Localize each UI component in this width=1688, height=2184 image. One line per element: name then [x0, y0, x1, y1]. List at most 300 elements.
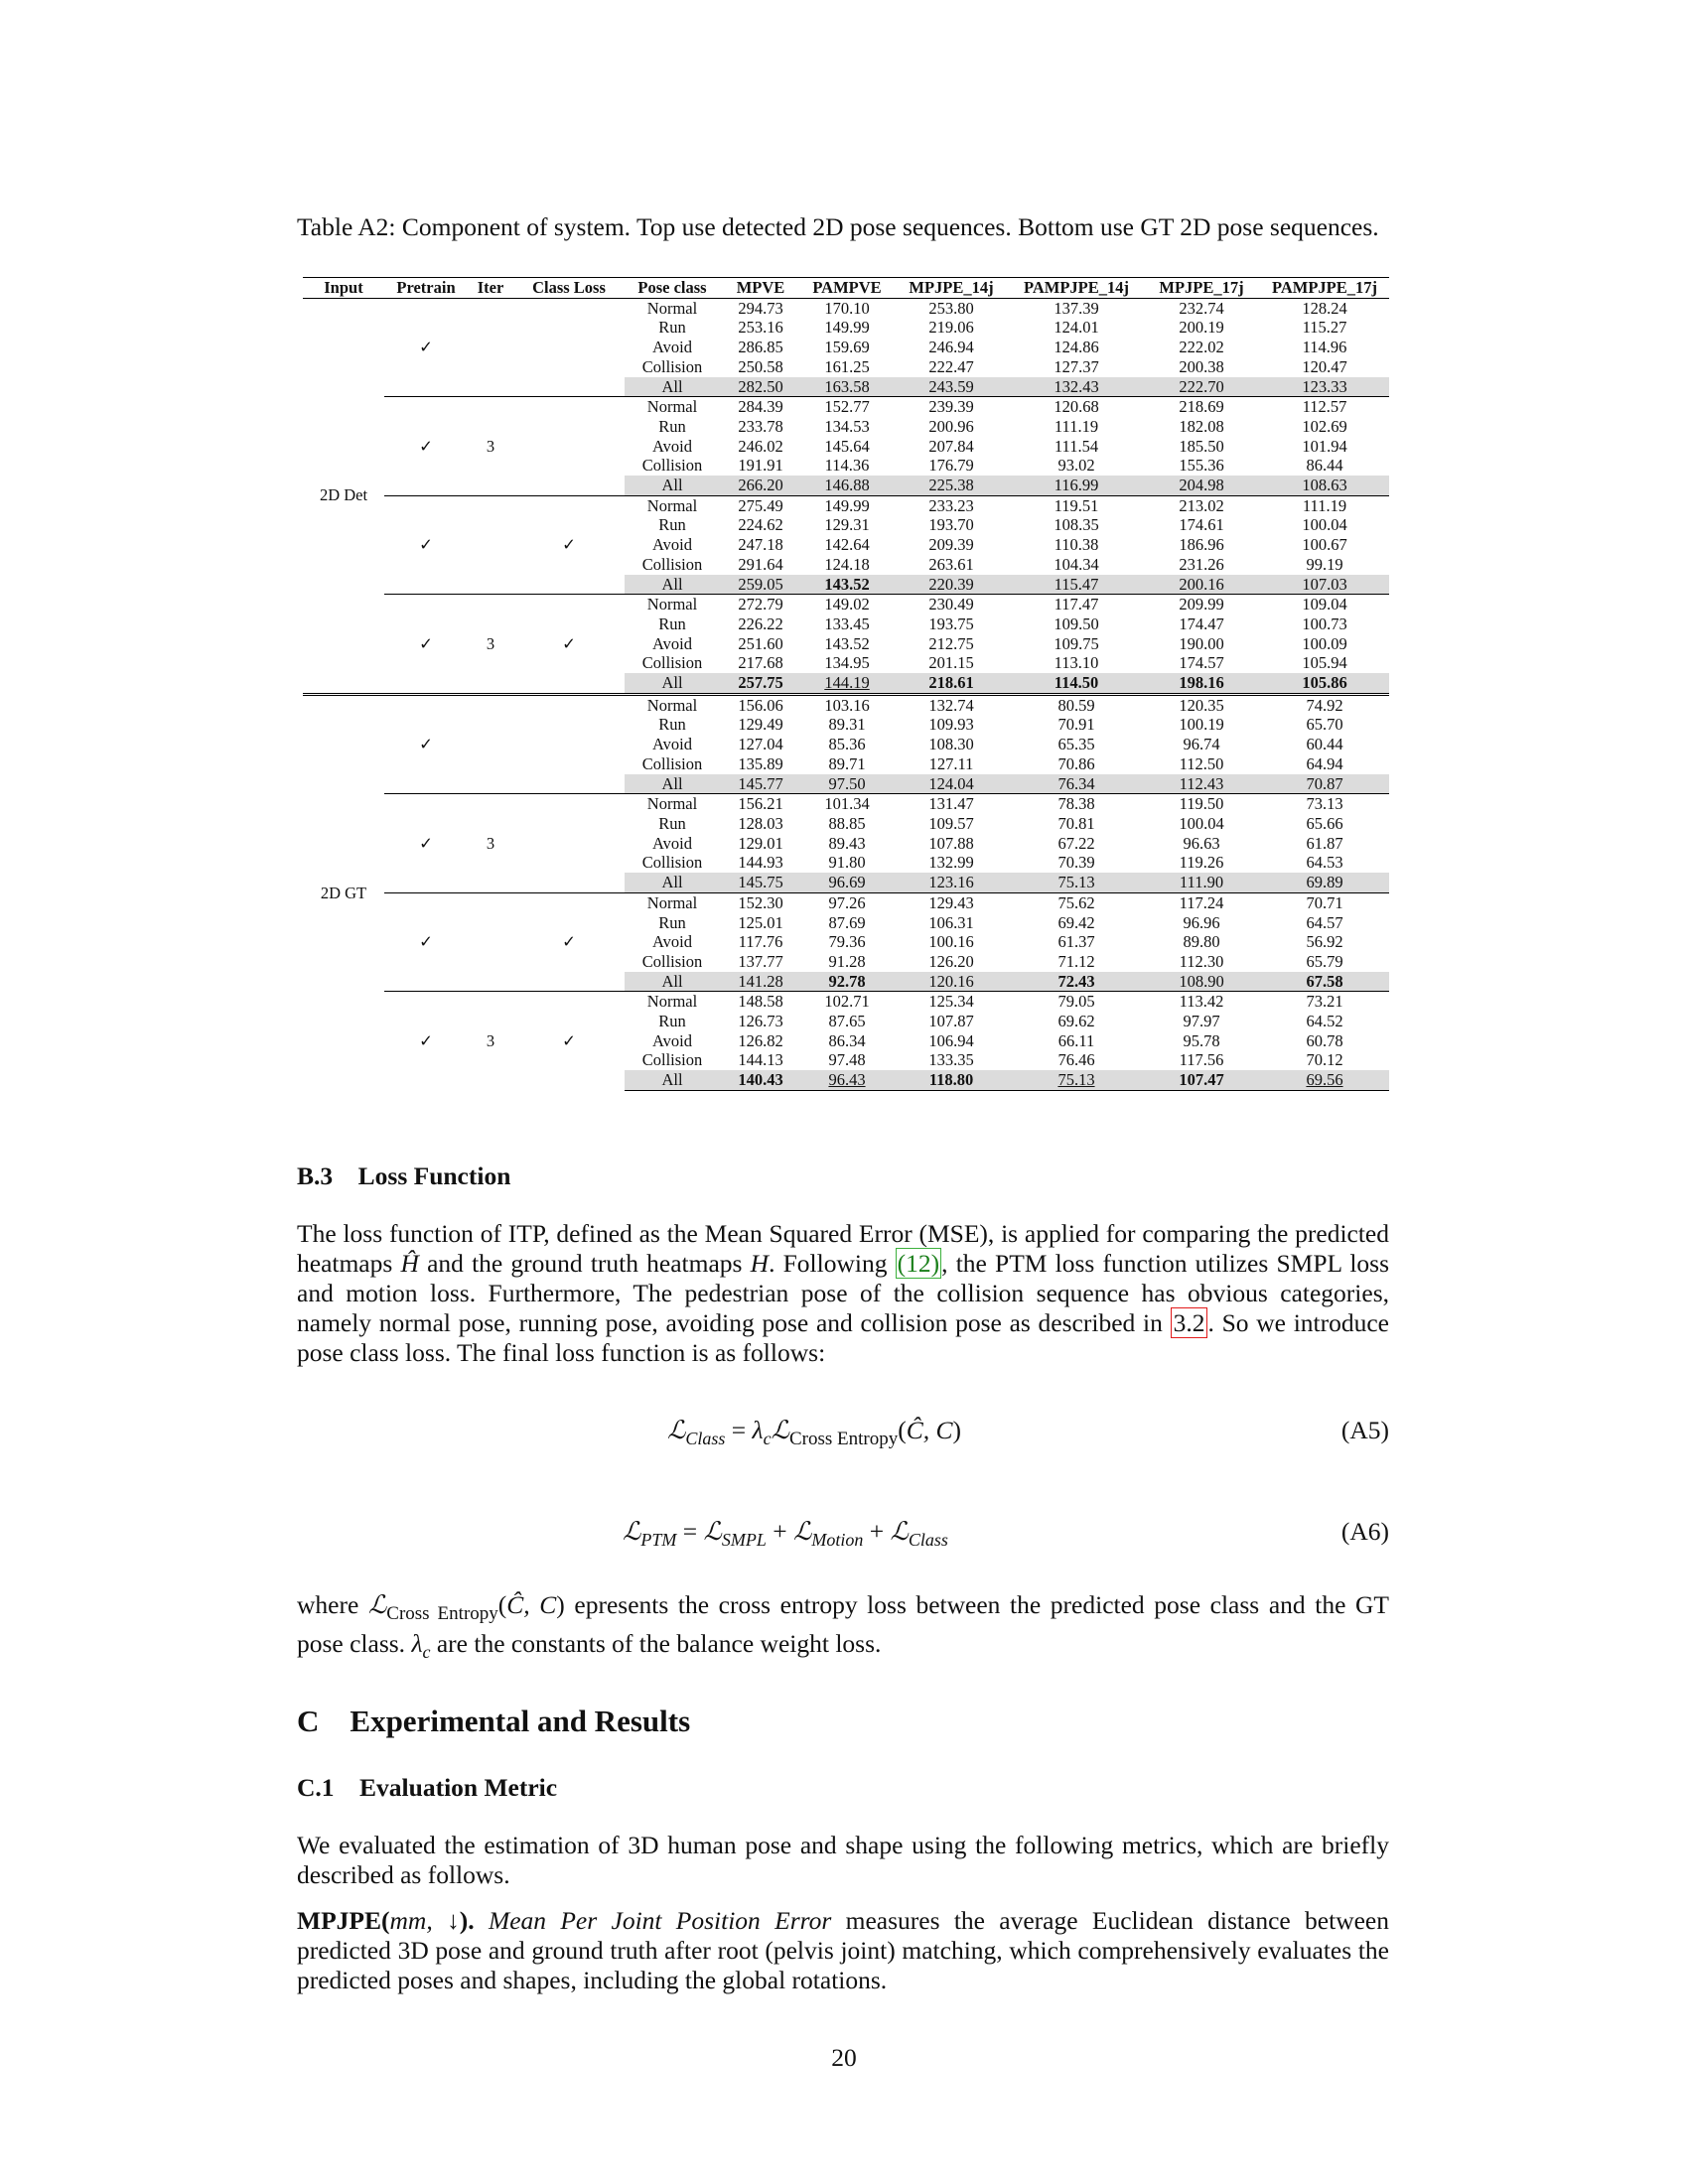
metric-cell: 75.13: [1010, 873, 1143, 892]
metric-cell: 109.93: [928, 715, 974, 735]
metric-cell: 78.38: [1010, 794, 1143, 814]
metric-cell: 218.69: [1143, 397, 1260, 417]
metric-cell: 69.42: [1057, 912, 1095, 932]
metric-cell: 152.77: [801, 397, 893, 417]
metric-cell: 155.36: [1179, 456, 1224, 476]
metric-cell: 140.43: [720, 1070, 801, 1090]
metric-cell: 73.13: [1260, 794, 1389, 814]
metric-cell: 133.45: [824, 614, 870, 633]
metric-cell: 65.70: [1306, 715, 1343, 735]
pose-class-cell: Avoid: [651, 436, 693, 456]
column-header-pampve: PAMPVE: [801, 278, 893, 299]
metric-cell: 143.52: [801, 575, 893, 595]
metric-cell: 129.49: [738, 715, 783, 735]
metric-cell: 145.64: [824, 436, 870, 456]
pretrain-cell: ✓: [419, 338, 433, 357]
pose-class-cell: Run: [658, 515, 686, 535]
metric-cell: 123.16: [893, 873, 1010, 892]
metric-cell: 239.39: [893, 397, 1010, 417]
metric-cell: 108.63: [1260, 476, 1389, 495]
metric-cell: 137.39: [1054, 298, 1099, 318]
metric-cell: 129.31: [824, 515, 870, 535]
where-text: where: [297, 1590, 368, 1619]
metric-cell: 96.63: [1183, 833, 1220, 853]
metric-cell: 246.94: [928, 338, 974, 357]
equation-a6: ℒ$_{PTM}$ = ℒ$_{SMPL}$ + ℒ$_{Motion}$ + ℒ$_{Class}$: [623, 1517, 948, 1551]
section-b3-heading: [297, 1161, 510, 1191]
metric-cell: 70.71: [1260, 892, 1389, 912]
metric-cell: 129.01: [738, 833, 783, 853]
section-link-3-2[interactable]: 3.2: [1171, 1307, 1208, 1338]
metric-cell: 70.12: [1306, 1050, 1343, 1070]
metric-cell: 207.84: [928, 436, 974, 456]
metric-cell: 87.69: [828, 912, 866, 932]
mpjpe-paragraph: [297, 1906, 1389, 1995]
pose-class-cell: Avoid: [651, 735, 693, 754]
metric-cell: 213.02: [1143, 495, 1260, 515]
equation-explanation-paragraph: where ℒ$_{Cross Entropy}$(Ĉ, C) epresents the cross entropy loss between the predicted pose class and the GT pose class. $\lambda_c$ are the constants of the balance weight loss.: [297, 1590, 1390, 1663]
pose-class-cell: Normal: [625, 694, 720, 715]
metric-cell: 89.43: [828, 833, 866, 853]
metric-cell: 222.47: [928, 356, 974, 376]
metric-cell: 117.56: [1179, 1050, 1224, 1070]
pose-class-cell: All: [625, 673, 720, 694]
metric-cell: 127.11: [928, 753, 974, 773]
metric-cell: 97.97: [1183, 1012, 1220, 1031]
metric-cell: 222.70: [1143, 377, 1260, 397]
metric-cell: 132.43: [1010, 377, 1143, 397]
metric-cell: 263.61: [928, 554, 974, 574]
b3-text-2: and the ground truth heatmaps: [418, 1249, 751, 1278]
metric-cell: 114.96: [1302, 338, 1347, 357]
metric-cell: 112.43: [1143, 774, 1260, 794]
iter-cell: [468, 495, 513, 595]
class-loss-cell: ✓: [513, 992, 625, 1091]
column-header-iter: Iter: [468, 278, 513, 299]
metric-cell: 135.89: [738, 753, 783, 773]
input-group-label: 2D Det: [319, 485, 368, 505]
metric-cell: 282.50: [720, 377, 801, 397]
section-c1-title: Evaluation Metric: [359, 1773, 558, 1802]
metric-cell: 106.31: [928, 912, 974, 932]
metric-cell: 124.01: [1054, 318, 1099, 338]
metric-cell: 127.37: [1054, 356, 1099, 376]
pose-class-cell: Collision: [641, 356, 703, 376]
metric-cell: 109.04: [1260, 595, 1389, 614]
metric-cell: 191.91: [738, 456, 783, 476]
metric-cell: 108.35: [1054, 515, 1099, 535]
metric-cell: 70.91: [1057, 715, 1095, 735]
mpjpe-description: measures the average Euclidean distance between predicted 3D pose and ground truth after root (pelvis joint) matching, which comprehensively evaluates the predicted poses and shapes, including the global rotations.: [297, 1906, 1389, 1994]
column-header-mpve: MPVE: [720, 278, 801, 299]
iter-cell: 3: [468, 794, 513, 893]
metric-cell: 204.98: [1143, 476, 1260, 495]
column-header-pampjpe-14j: PAMPJPE_14j: [1010, 278, 1143, 299]
metric-cell: 96.43: [801, 1070, 893, 1090]
column-header-class-loss: Class Loss: [513, 278, 625, 299]
metric-cell: 61.87: [1306, 833, 1343, 853]
pose-class-cell: Collision: [641, 753, 703, 773]
mpjpe-units: mm, ↓: [389, 1906, 460, 1935]
metric-cell: 119.50: [1143, 794, 1260, 814]
pose-class-cell: All: [625, 476, 720, 495]
pose-class-cell: Normal: [625, 892, 720, 912]
pose-class-cell: All: [625, 575, 720, 595]
metric-cell: 176.79: [928, 456, 974, 476]
metric-cell: 72.43: [1010, 972, 1143, 992]
metric-cell: 115.47: [1010, 575, 1143, 595]
metric-cell: 233.78: [738, 416, 783, 436]
metric-cell: 284.39: [720, 397, 801, 417]
column-header-pose-class: Pose class: [625, 278, 720, 299]
pretrain-cell: ✓: [384, 892, 468, 992]
table-row: [303, 992, 1389, 1012]
metric-cell: 120.68: [1010, 397, 1143, 417]
pose-class-cell: Collision: [641, 951, 703, 971]
metric-cell: 246.02: [738, 436, 783, 456]
metric-cell: 129.43: [893, 892, 1010, 912]
metric-cell: 73.21: [1260, 992, 1389, 1012]
input-group-label: 2D GT: [303, 694, 384, 1090]
iter-cell: 3: [468, 595, 513, 695]
pose-class-cell: All: [625, 1070, 720, 1090]
pretrain-cell: ✓: [384, 397, 468, 496]
table-row: [303, 298, 1389, 318]
metric-cell: 65.35: [1057, 735, 1095, 754]
metric-cell: 232.74: [1179, 298, 1224, 318]
metric-cell: 275.49: [720, 495, 801, 515]
metric-cell: 114.50: [1010, 673, 1143, 694]
page-number: 20: [831, 2043, 857, 2072]
metric-cell: 99.19: [1306, 554, 1343, 574]
metric-cell: 69.89: [1260, 873, 1389, 892]
metric-cell: 107.03: [1260, 575, 1389, 595]
metric-cell: 222.02: [1179, 338, 1224, 357]
pose-class-cell: Collision: [641, 653, 703, 673]
metric-cell: 294.73: [738, 298, 783, 318]
pose-class-cell: Normal: [625, 397, 720, 417]
pose-class-cell: Run: [658, 614, 686, 633]
metric-cell: 97.50: [801, 774, 893, 794]
metric-cell: 220.39: [893, 575, 1010, 595]
pose-class-cell: Run: [658, 1012, 686, 1031]
metric-cell: 126.82: [738, 1030, 783, 1050]
metric-cell: 97.48: [828, 1050, 866, 1070]
metric-cell: 100.19: [1179, 715, 1224, 735]
section-c1-number: C.1: [297, 1773, 335, 1802]
metric-cell: 89.80: [1183, 932, 1220, 952]
table-row: [303, 892, 1389, 912]
metric-cell: 70.81: [1057, 813, 1095, 833]
metric-cell: 107.88: [928, 833, 974, 853]
pose-class-cell: Avoid: [651, 535, 693, 555]
metric-cell: 111.19: [1260, 495, 1389, 515]
metric-cell: 134.95: [824, 653, 870, 673]
metric-cell: 182.08: [1179, 416, 1224, 436]
iter-cell: [468, 298, 513, 397]
table-row: [303, 694, 1389, 715]
pose-class-cell: All: [625, 972, 720, 992]
metric-cell: 217.68: [738, 653, 783, 673]
metric-cell: 251.60: [738, 633, 783, 653]
metric-cell: 87.65: [828, 1012, 866, 1031]
metric-cell: 124.86: [1054, 338, 1099, 357]
b3-text-3: . Following: [769, 1249, 896, 1278]
pretrain-cell: ✓: [384, 595, 468, 695]
iter-cell: 3: [468, 397, 513, 496]
metric-cell: 128.24: [1302, 298, 1347, 318]
b3-text-6: epresents the cross entropy loss between the predicted pose class and the GT pose class.: [297, 1590, 1390, 1659]
metric-cell: 119.51: [1010, 495, 1143, 515]
metric-cell: 109.57: [928, 813, 974, 833]
metric-cell: 106.94: [928, 1030, 974, 1050]
metric-cell: 146.88: [801, 476, 893, 495]
metric-cell: 142.64: [824, 535, 870, 555]
metric-cell: 75.62: [1010, 892, 1143, 912]
metric-cell: 174.57: [1179, 653, 1224, 673]
metric-cell: 124.04: [893, 774, 1010, 794]
metric-cell: 86.34: [828, 1030, 866, 1050]
b3-text-5: . So we introduce pose class loss. The final loss function is as follows:: [297, 1308, 1389, 1367]
math-h: H: [750, 1249, 770, 1278]
mpjpe-name: Mean Per Joint Position Error: [488, 1906, 832, 1935]
metric-cell: 105.94: [1302, 653, 1347, 673]
metric-cell: 79.36: [828, 932, 866, 952]
metric-cell: 112.30: [1179, 951, 1224, 971]
metric-cell: 108.90: [1143, 972, 1260, 992]
metric-cell: 149.02: [801, 595, 893, 614]
metric-cell: 103.16: [801, 694, 893, 715]
metric-cell: 128.03: [738, 813, 783, 833]
metric-cell: 209.99: [1143, 595, 1260, 614]
metric-cell: 201.15: [928, 653, 974, 673]
metric-cell: 113.10: [1054, 653, 1099, 673]
metric-cell: 163.58: [801, 377, 893, 397]
table-caption: Table A2: Component of system. Top use detected 2D pose sequences. Bottom use GT 2D pose sequences.: [297, 212, 1379, 241]
pose-class-cell: Run: [658, 813, 686, 833]
metric-cell: 126.20: [928, 951, 974, 971]
section-b3-paragraph: [297, 1219, 1389, 1368]
metric-cell: 111.90: [1143, 873, 1260, 892]
metric-cell: 76.46: [1057, 1050, 1095, 1070]
column-header-mpjpe-14j: MPJPE_14j: [893, 278, 1010, 299]
table-row: [303, 495, 1389, 515]
metric-cell: 100.67: [1302, 535, 1347, 555]
metric-cell: 125.01: [738, 912, 783, 932]
metric-cell: 190.00: [1179, 633, 1224, 653]
metric-cell: 70.39: [1057, 853, 1095, 873]
metric-cell: 109.75: [1054, 633, 1099, 653]
section-c1-heading: [297, 1773, 557, 1803]
metric-cell: 259.05: [720, 575, 801, 595]
metric-cell: 145.75: [720, 873, 801, 892]
section-c-heading: [297, 1704, 690, 1739]
metric-cell: 200.19: [1179, 318, 1224, 338]
pose-class-cell: Run: [658, 318, 686, 338]
metric-cell: 79.05: [1010, 992, 1143, 1012]
pose-class-cell: Normal: [625, 495, 720, 515]
metric-cell: 70.86: [1057, 753, 1095, 773]
metric-cell: 253.80: [928, 298, 974, 318]
pose-class-cell: Normal: [625, 794, 720, 814]
pose-class-cell: All: [625, 873, 720, 892]
metric-cell: 286.85: [738, 338, 783, 357]
column-header-input: Input: [303, 278, 384, 299]
pretrain-cell: ✓: [384, 992, 468, 1091]
pose-class-cell: Run: [658, 715, 686, 735]
metric-cell: 132.74: [893, 694, 1010, 715]
metric-cell: 104.34: [1054, 554, 1099, 574]
class-loss-cell: [513, 298, 625, 397]
metric-cell: 257.75: [720, 673, 801, 694]
metric-cell: 219.06: [928, 318, 974, 338]
metric-cell: 60.44: [1306, 735, 1343, 754]
metric-cell: 64.57: [1306, 912, 1343, 932]
metric-cell: 111.19: [1054, 416, 1099, 436]
metric-cell: 149.99: [801, 495, 893, 515]
metric-cell: 102.71: [801, 992, 893, 1012]
iter-cell: [468, 892, 513, 992]
pose-class-cell: Avoid: [651, 338, 693, 357]
results-table-wrapper: [303, 277, 1389, 1091]
citation-link-12[interactable]: (12): [897, 1249, 940, 1278]
pose-class-cell: Avoid: [651, 633, 693, 653]
metric-cell: 120.35: [1143, 694, 1260, 715]
metric-cell: 125.34: [893, 992, 1010, 1012]
metric-cell: 100.16: [928, 932, 974, 952]
metric-cell: 88.85: [828, 813, 866, 833]
metric-cell: 108.30: [928, 735, 974, 754]
metric-cell: 185.50: [1179, 436, 1224, 456]
metric-cell: 60.78: [1306, 1030, 1343, 1050]
section-c-number: C: [297, 1704, 320, 1738]
class-loss-cell: ✓: [513, 495, 625, 595]
equation-a5-number: (A5): [1340, 1416, 1389, 1444]
table-header-row: [303, 278, 1389, 299]
pose-class-cell: Normal: [646, 298, 698, 318]
metric-cell: 247.18: [738, 535, 783, 555]
iter-cell: 3: [468, 992, 513, 1091]
column-header-pampjpe-17j: PAMPJPE_17j: [1260, 278, 1389, 299]
metric-cell: 226.22: [738, 614, 783, 633]
metric-cell: 149.99: [824, 318, 870, 338]
metric-cell: 156.06: [720, 694, 801, 715]
metric-cell: 137.77: [738, 951, 783, 971]
metric-cell: 70.87: [1260, 774, 1389, 794]
metric-cell: 105.86: [1260, 673, 1389, 694]
metric-cell: 74.92: [1260, 694, 1389, 715]
metric-cell: 115.27: [1302, 318, 1347, 338]
section-b3-number: B.3: [297, 1161, 334, 1190]
pose-class-cell: All: [625, 774, 720, 794]
metric-cell: 161.25: [824, 356, 870, 376]
metric-cell: 100.04: [1179, 813, 1224, 833]
metric-cell: 112.57: [1260, 397, 1389, 417]
metric-cell: 111.54: [1054, 436, 1099, 456]
metric-cell: 119.26: [1179, 853, 1224, 873]
metric-cell: 93.02: [1057, 456, 1095, 476]
class-loss-cell: [513, 694, 625, 794]
pose-class-cell: Collision: [641, 554, 703, 574]
metric-cell: 95.78: [1183, 1030, 1220, 1050]
metric-cell: 97.26: [801, 892, 893, 912]
metric-cell: 61.37: [1057, 932, 1095, 952]
class-loss-cell: ✓: [513, 595, 625, 695]
metric-cell: 152.30: [720, 892, 801, 912]
table-body: [303, 298, 1389, 1090]
metric-cell: 110.38: [1054, 535, 1099, 555]
column-header-mpjpe-17j: MPJPE_17j: [1143, 278, 1260, 299]
metric-cell: 159.69: [824, 338, 870, 357]
metric-cell: 85.36: [828, 735, 866, 754]
metric-cell: 76.34: [1010, 774, 1143, 794]
metric-cell: 80.59: [1010, 694, 1143, 715]
metric-cell: 89.71: [828, 753, 866, 773]
pose-class-cell: Run: [658, 416, 686, 436]
metric-cell: 198.16: [1143, 673, 1260, 694]
metric-cell: 225.38: [893, 476, 1010, 495]
metric-cell: 118.80: [893, 1070, 1010, 1090]
mpjpe-close: ).: [459, 1906, 475, 1935]
metric-cell: 253.16: [738, 318, 783, 338]
metric-cell: 193.70: [928, 515, 974, 535]
metric-cell: 231.26: [1179, 554, 1224, 574]
metric-cell: 116.99: [1010, 476, 1143, 495]
metric-cell: 134.53: [824, 416, 870, 436]
table-row: [303, 595, 1389, 614]
section-b3-title: Loss Function: [357, 1161, 511, 1190]
metric-cell: 107.87: [928, 1012, 974, 1031]
pretrain-cell: ✓: [384, 694, 468, 794]
metric-cell: 200.38: [1179, 356, 1224, 376]
metric-cell: 71.12: [1057, 951, 1095, 971]
metric-cell: 101.94: [1302, 436, 1347, 456]
metric-cell: 148.58: [720, 992, 801, 1012]
metric-cell: 266.20: [720, 476, 801, 495]
pose-class-cell: Normal: [625, 992, 720, 1012]
metric-cell: 89.31: [828, 715, 866, 735]
metric-cell: 67.22: [1057, 833, 1095, 853]
table-row: [303, 794, 1389, 814]
metric-cell: 69.62: [1057, 1012, 1095, 1031]
metric-cell: 145.77: [720, 774, 801, 794]
metric-cell: 186.96: [1179, 535, 1224, 555]
metric-cell: 291.64: [738, 554, 783, 574]
metric-cell: 174.47: [1179, 614, 1224, 633]
section-c-title: Experimental and Results: [350, 1704, 691, 1738]
metric-cell: 109.50: [1054, 614, 1099, 633]
metric-cell: 124.18: [824, 554, 870, 574]
cross-entropy-subscript: Cross Entropy: [788, 1429, 899, 1450]
pose-class-cell: Avoid: [651, 932, 693, 952]
metric-cell: 65.79: [1306, 951, 1343, 971]
pose-class-cell: Normal: [625, 595, 720, 614]
metric-cell: 224.62: [738, 515, 783, 535]
iter-cell: [468, 694, 513, 794]
column-header-pretrain: Pretrain: [384, 278, 468, 299]
metric-cell: 91.28: [828, 951, 866, 971]
equation-a6-number: (A6): [1340, 1517, 1389, 1546]
metric-cell: 193.75: [928, 614, 974, 633]
metric-cell: 120.47: [1302, 356, 1347, 376]
metric-cell: 86.44: [1306, 456, 1343, 476]
cross-entropy-subscript-2: Cross Entropy: [386, 1603, 498, 1625]
metric-cell: 132.99: [928, 853, 974, 873]
metric-cell: 117.76: [738, 932, 783, 952]
metric-cell: 133.35: [928, 1050, 974, 1070]
metric-cell: 272.79: [720, 595, 801, 614]
b3-text-1: The loss function of ITP, defined as the Mean Squared Error (MSE), is applied for comparing the predicted heatmaps: [297, 1219, 1389, 1278]
